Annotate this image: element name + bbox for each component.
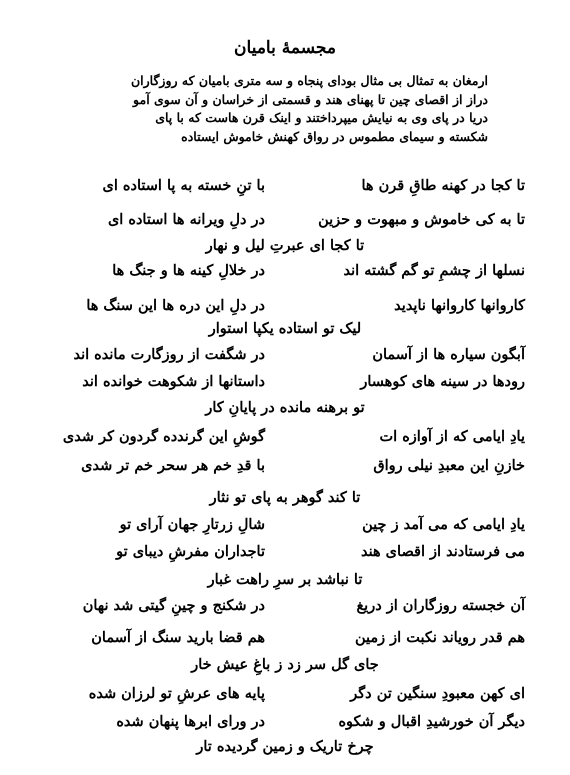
verse-right: رودها در سینه های کوهسار [360, 373, 525, 390]
verse-left: داستانها از شکوهت خوانده اند [82, 373, 265, 390]
verse-refrain: تا کجا ای عبرتِ لیل و نهار [205, 237, 365, 254]
verse-left: هم قضا بارید سنگ از آسمان [91, 629, 265, 646]
verse-right: تا به کی خاموش و مبهوت و حزین [318, 211, 525, 228]
verse-right: کاروانها کاروانها ناپدید [394, 297, 525, 314]
verse-refrain: تو برهنه مانده در پایانِ کار [205, 399, 365, 416]
verse-refrain: تا کند گوهر به پای تو نثار [209, 489, 361, 506]
verse-left: در خلالِ کینه ها و جنگ ها [112, 262, 265, 279]
verse-right: نسلها از چشمِ تو گم گشته اند [343, 262, 525, 279]
verse-left: در ورای ابرها پنهان شده [116, 713, 265, 730]
verse-left: با تنِ خسته به پا استاده ای [102, 177, 265, 194]
verse-right: دیگر آن خورشیدِ اقبال و شکوه [338, 713, 525, 730]
verse-right: یادِ ایامی که می آمد ز چین [362, 516, 525, 533]
verse-left: در شکنج و چینِ گیتی شد نهان [82, 597, 265, 614]
verse-left: گوشِ این گرندده گردون کر شدی [62, 428, 265, 445]
page-title: مجسمهٔ بامیان [234, 38, 336, 58]
verse-left: پایه های عرشِ تو لرزان شده [88, 685, 265, 702]
intro-line: شکسته و سیمای مطموس در رواق کهنش خاموش ایستاده [181, 128, 488, 144]
verse-refrain: جای گل سر زد ز باغِ عیش خار [191, 656, 379, 673]
verse-left: در دلِ ویرانه ها استاده ای [107, 211, 265, 228]
verse-left: در دلِ این دره ها این سنگ ها [86, 297, 265, 314]
verse-right: می فرستادند از اقصای هند [361, 543, 525, 560]
intro-line: دریا در پای وی به نیایش میپرداختند و اینک قرن هاست که با پای [155, 110, 488, 125]
verse-right: ای کهن معبودِ سنگین تن دگر [350, 685, 525, 702]
verse-refrain: چرخ تاریک و زمین گردیده تار [196, 738, 374, 755]
verse-right: آبگون سیاره ها از آسمان [372, 346, 525, 363]
verse-right: آن خجسته روزگاران از دریغ [356, 597, 525, 614]
verse-right: هم قدر رویاند نکبت از زمین [354, 629, 525, 646]
verse-left: با قدِ خم هر سحر خم تر شدی [81, 457, 265, 474]
verse-left: تاجداران مفرشِ دیبای تو [116, 543, 265, 560]
verse-refrain: تا نباشد بر سرِ راهت غبار [207, 571, 363, 588]
intro-line: دراز از اقصای چین تا پهنای هند و قسمتی از خراسان و آن سوی آمو [133, 91, 488, 107]
verse-right: یادِ ایامی که از آوازه ات [379, 428, 525, 445]
intro-line: ارمغان به تمثال بی مثال بودای پنجاه و سه متری بامیان که روزگاران [130, 73, 488, 88]
verse-left: شالِ زرتارِ جهان آرای تو [119, 516, 265, 533]
verse-refrain: لیک تو استاده یکپا استوار [208, 320, 362, 337]
verse-right: خازنِ این معبدِ نیلی رواق [373, 457, 525, 474]
verse-right: تا کجا در کهنه طاقِ قرن ها [361, 177, 525, 194]
verse-left: در شگفت از روزگارت مانده اند [73, 346, 265, 363]
